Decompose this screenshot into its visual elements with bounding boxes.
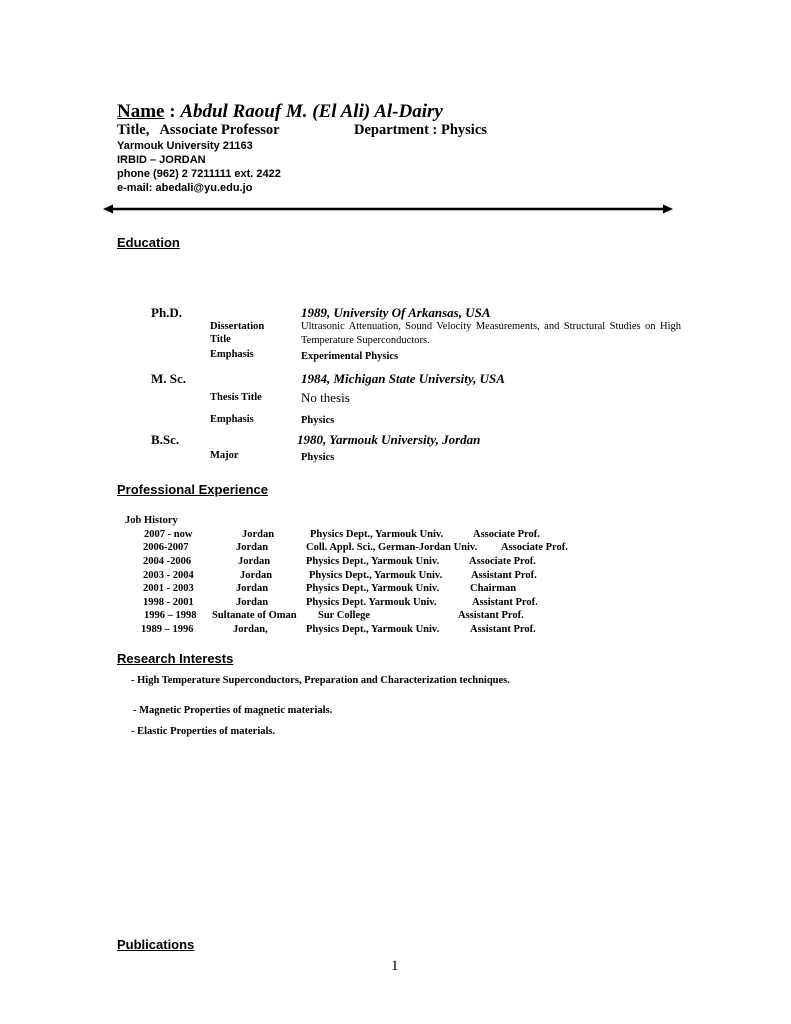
job-rank: Associate Prof. <box>473 529 540 540</box>
phd-institution: 1989, University Of Arkansas, USA <box>301 305 491 320</box>
research-item: - Magnetic Properties of magnetic materials. <box>133 705 333 716</box>
job-country: Jordan <box>236 542 269 553</box>
cv-name-line <box>117 101 443 123</box>
job-place: Physics Dept., Yarmouk Univ. <box>309 570 443 581</box>
job-years: 2003 - 2004 <box>143 570 194 581</box>
job-country: Jordan <box>242 529 275 540</box>
phd-emphasis: Experimental Physics <box>301 351 399 362</box>
bsc-major-label: Major <box>210 450 239 461</box>
phd-dissertation-label: Dissertation <box>210 321 265 332</box>
job-place: Physics Dept., Yarmouk Univ. <box>306 556 440 567</box>
phd-dissertation-title: Ultrasonic Attenuation, Sound Velocity Measurements, and Structural Studies on High Temperature Superconductors. <box>301 321 681 346</box>
bsc-major: Physics <box>301 452 335 463</box>
title-value: Associate Professor <box>159 122 280 138</box>
job-country: Jordan <box>240 570 273 581</box>
bsc-degree: B.Sc. <box>151 432 180 447</box>
contact-city: IRBID – JORDAN <box>117 154 206 166</box>
msc-thesis: No thesis <box>301 390 350 405</box>
contact-university: Yarmouk University 21163 <box>117 140 253 152</box>
job-years: 1989 – 1996 <box>141 624 194 635</box>
job-place: Physics Dept., Yarmouk Univ. <box>310 529 444 540</box>
research-heading: Research Interests <box>117 651 234 666</box>
title-label: Title, <box>117 122 150 138</box>
double-arrow-divider <box>103 203 673 215</box>
job-rank: Assistant Prof. <box>471 570 537 581</box>
job-country: Jordan, <box>233 624 268 635</box>
msc-emphasis-label: Emphasis <box>210 414 254 425</box>
job-rank: Associate Prof. <box>501 542 568 553</box>
contact-email: e-mail: abedali@yu.edu.jo <box>117 182 253 194</box>
msc-institution: 1984, Michigan State University, USA <box>301 371 505 386</box>
phd-degree: Ph.D. <box>151 305 183 320</box>
job-rank: Assistant Prof. <box>458 610 524 621</box>
job-history-label: Job History <box>125 515 178 526</box>
name-separator: : <box>164 101 181 122</box>
job-years: 2004 -2006 <box>143 556 192 567</box>
job-place: Sur College <box>318 610 371 621</box>
bsc-institution: 1980, Yarmouk University, Jordan <box>297 432 481 447</box>
job-place: Physics Dept. Yarmouk Univ. <box>306 597 437 608</box>
job-country: Jordan <box>236 583 269 594</box>
title-line <box>117 122 280 139</box>
publications-heading: Publications <box>117 937 195 952</box>
job-place: Coll. Appl. Sci., German-Jordan Univ. <box>306 542 478 553</box>
job-rank: Associate Prof. <box>469 556 536 567</box>
msc-emphasis: Physics <box>301 415 335 426</box>
job-years: 2006-2007 <box>143 542 189 553</box>
research-item: - Elastic Properties of materials. <box>131 726 276 737</box>
job-country: Jordan <box>238 556 271 567</box>
education-heading: Education <box>117 235 180 250</box>
experience-heading: Professional Experience <box>117 482 269 497</box>
job-years: 1996 – 1998 <box>144 610 197 621</box>
job-years: 2001 - 2003 <box>143 583 194 594</box>
job-country: Sultanate of Oman <box>212 610 297 621</box>
job-rank: Assistant Prof. <box>470 624 536 635</box>
person-name: Abdul Raouf M. (El Ali) Al-Dairy <box>180 101 443 122</box>
job-rank: Chairman <box>470 583 517 594</box>
phd-dissertation-label-2: Title <box>210 334 231 345</box>
job-years: 1998 - 2001 <box>143 597 194 608</box>
name-label: Name <box>117 101 165 122</box>
msc-degree: M. Sc. <box>151 371 187 386</box>
job-place: Physics Dept., Yarmouk Univ. <box>306 583 440 594</box>
job-years: 2007 - now <box>144 529 193 540</box>
contact-phone: phone (962) 2 7211111 ext. 2422 <box>117 168 281 180</box>
phd-emphasis-label: Emphasis <box>210 349 254 360</box>
job-rank: Assistant Prof. <box>472 597 538 608</box>
job-country: Jordan <box>236 597 269 608</box>
msc-thesis-label: Thesis Title <box>210 392 262 403</box>
research-item: - High Temperature Superconductors, Preparation and Characterization techniques. <box>131 675 510 686</box>
page-number: 1 <box>391 958 399 974</box>
job-place: Physics Dept., Yarmouk Univ. <box>306 624 440 635</box>
department: Department : Physics <box>354 122 487 138</box>
